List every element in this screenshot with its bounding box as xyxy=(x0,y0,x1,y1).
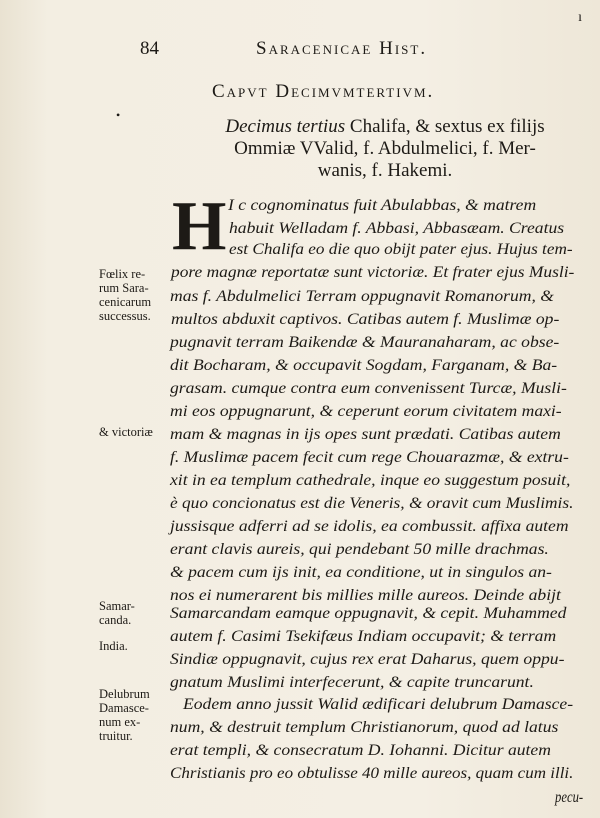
subtitle-italic: Decimus tertius xyxy=(225,116,346,137)
body-line: habuit Welladam f. Abbasi, Abbasæam. Creatus xyxy=(229,218,565,237)
body-line: & pacem cum ijs init, ea conditione, ut in singulos an- xyxy=(170,562,552,581)
body-line: Eodem anno jussit Walid ædificari delubrum Damasce- xyxy=(183,694,574,713)
body-line: pore magnæ reportatæ sunt victoriæ. Et frater ejus Musli- xyxy=(171,262,575,281)
body-line: pecu- xyxy=(555,787,584,806)
body-line: autem f. Casimi Tsekifæus Indiam occupavit; & terram xyxy=(170,626,557,645)
body-line: Sindiæ oppugnavit, cujus rex erat Daharus, quem oppu- xyxy=(170,649,565,668)
margin-note-line: successus. xyxy=(99,309,151,323)
drop-cap: H xyxy=(172,188,227,265)
body-line: jussisque adferri ad se idolis, ea combussit. affixa autem xyxy=(170,516,569,535)
body-line: mi eos oppugnarunt, & ceperunt eorum civitatem maxi- xyxy=(170,401,562,420)
subtitle-line-2: Ommiæ VValid, f. Abdulmelici, f. Mer- xyxy=(234,138,536,159)
margin-note-line: India. xyxy=(99,639,128,653)
body-line: pugnavit terram Baikendæ & Mauranaharam, ac obse- xyxy=(170,332,560,351)
margin-note-line: Delubrum xyxy=(99,687,150,701)
page-number: 84 xyxy=(140,38,159,59)
body-line: xit in ea templum cathedrale, inque eo suggestum posuit, xyxy=(170,470,571,489)
margin-note-line: Samar- xyxy=(99,599,135,613)
body-line: erant clavis aureis, qui pendebant 50 mille drachmas. xyxy=(170,539,549,558)
subtitle-lead-rest: Chalifa, & sextus ex filijs xyxy=(345,116,545,137)
body-line: mam & magnas in ijs opes sunt prædati. Catibas autem xyxy=(170,424,561,443)
ink-dot: • xyxy=(116,108,121,122)
margin-note-line: truitur. xyxy=(99,729,133,743)
chapter-subtitle xyxy=(160,116,600,182)
body-line: I c cognominatus fuit Abulabbas, & matrem xyxy=(228,195,537,214)
running-title: Saracenicae Hist. xyxy=(256,38,428,59)
body-line: num, & destruit templum Christianorum, quod ad latus xyxy=(170,717,559,736)
body-line: gnatum Muslimi interfecerunt, & capite truncarunt. xyxy=(170,672,534,691)
margin-note-line: canda. xyxy=(99,613,132,627)
margin-note-line: & victoriæ xyxy=(99,425,153,439)
body-line: mas f. Abdulmelici Terram oppugnavit Romanorum, & xyxy=(170,286,554,305)
body-line: nos ei numerarent bis millies mille aureos. Deinde abijt xyxy=(170,585,561,604)
body-line: est Chalifa eo die quo obijt pater ejus. Hujus tem- xyxy=(229,239,573,258)
body-line: erat templi, & consecratum D. Iohanni. Dicitur autem xyxy=(170,740,551,759)
body-line: f. Muslimæ pacem fecit cum rege Chouarazmæ, & extru- xyxy=(170,447,569,466)
margin-note-line: Fœlix re- xyxy=(99,267,146,281)
body-line: dit Bocharam, & occupavit Sogdam, Farganam, & Ba- xyxy=(170,355,558,374)
margin-note-line: num ex- xyxy=(99,715,141,729)
body-line: è quo concionatus est die Veneris, & oravit cum Muslimis. xyxy=(170,493,574,512)
corner-mark: ı xyxy=(578,10,582,25)
subtitle-line-3: wanis, f. Hakemi. xyxy=(317,160,453,181)
body-line: Samarcandam eamque oppugnavit, & cepit. Muhammed xyxy=(170,603,567,622)
body-line: Christianis pro eo obtulisse 40 mille aureos, quam cum illi. xyxy=(170,763,574,782)
subtitle-line-1 xyxy=(160,116,600,138)
chapter-title: Capvt Decimvmtertivm. xyxy=(212,81,435,102)
body-line: multos abduxit captivos. Catibas autem f. Muslimæ op- xyxy=(171,309,560,328)
margin-note-line: rum Sara- xyxy=(99,281,149,295)
margin-note-line: cenicarum xyxy=(99,295,152,309)
body-line: grasam. cumque contra eum convenissent Turcæ, Musli- xyxy=(170,378,567,397)
margin-note-line: Damasce- xyxy=(99,701,149,715)
